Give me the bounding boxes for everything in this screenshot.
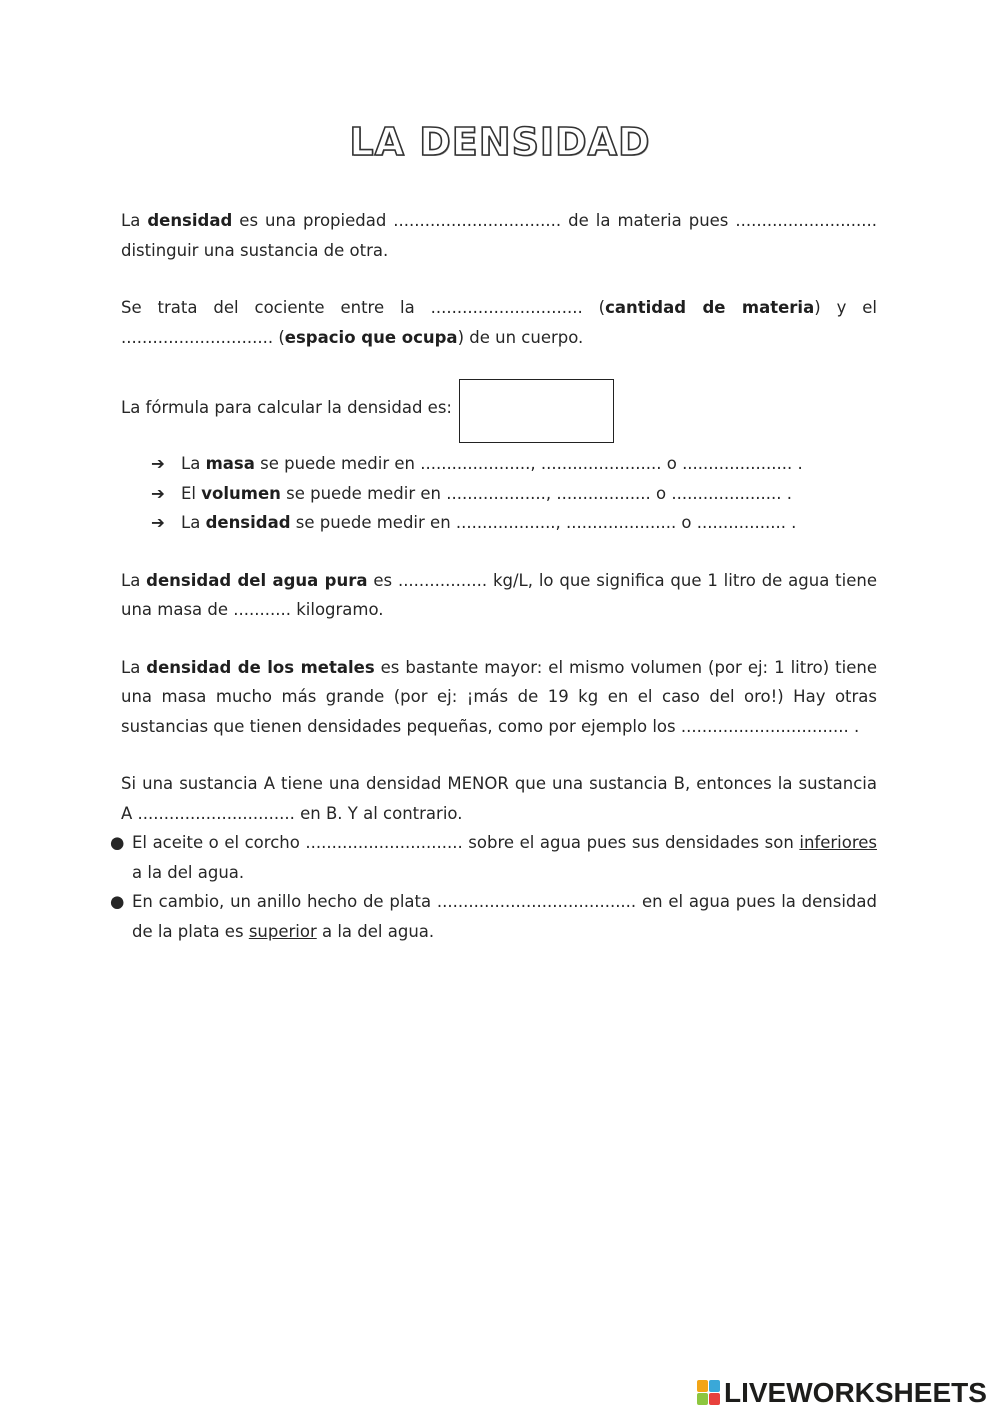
paragraph-metals-density	[121, 653, 877, 742]
examples-list	[110, 828, 877, 946]
text: La	[181, 513, 206, 532]
liveworksheets-logo-icon	[697, 1380, 721, 1406]
paragraph-definition	[121, 206, 877, 265]
paragraph-water-density	[121, 566, 877, 625]
text-with-blanks[interactable]: es bastante mayor: el mismo volumen (por ej: 1 litro) tiene una masa mucho más grande (por ej: ¡más de 19 kg en el caso del oro!) Hay otras sustancias que tienen densidades pequeñas, como por ejemplo los ................................ .	[121, 657, 877, 736]
underlined-term: superior	[248, 921, 317, 941]
text-with-blanks[interactable]: se puede medir en ....................., ....................... o ..................... .	[254, 454, 803, 473]
text: ) de un cuerpo.	[457, 327, 584, 347]
bold-term: densidad	[147, 211, 233, 230]
liveworksheets-logo[interactable]	[697, 1378, 987, 1408]
text: La	[121, 570, 147, 590]
bold-term: masa	[205, 454, 255, 473]
list-item	[110, 887, 877, 946]
logo-square	[697, 1380, 708, 1392]
logo-square	[709, 1380, 720, 1392]
page-title: LA DENSIDAD	[349, 120, 651, 164]
text-with-blanks[interactable]: es ................. kg/L, lo que significa que 1 litro de agua tiene una masa de ........... kilogramo.	[121, 570, 877, 619]
paragraph-quotient	[121, 293, 877, 352]
bullet-icon: ●	[110, 892, 125, 911]
list-item	[121, 508, 877, 538]
text-with-blanks[interactable]: Se trata del cociente entre la ............................. (	[121, 298, 606, 317]
text: a la del agua.	[132, 862, 245, 882]
bold-term: densidad de los metales	[146, 657, 375, 677]
text-with-blanks[interactable]: se puede medir en ..................., ..................... o ................. .	[290, 513, 797, 532]
arrow-icon: ➔	[151, 513, 165, 532]
units-list	[121, 449, 877, 538]
logo-text: LIVEWORKSHEETS	[724, 1377, 987, 1408]
formula-answer-box[interactable]	[459, 379, 614, 443]
list-item	[121, 479, 877, 509]
text-with-blanks[interactable]: En cambio, un anillo hecho de plata ...................................... en el agua pues la densidad de la plata es	[132, 892, 877, 941]
logo-square	[709, 1393, 720, 1405]
list-item	[110, 828, 877, 887]
worksheet-body	[110, 206, 877, 946]
text: La	[121, 211, 148, 230]
underlined-term: inferiores	[799, 833, 877, 852]
bullet-icon: ●	[110, 833, 125, 852]
bold-term: densidad del agua pura	[146, 570, 368, 590]
logo-square	[697, 1393, 708, 1405]
bold-term: volumen	[201, 483, 281, 503]
text: El	[181, 483, 202, 503]
bold-term: densidad	[205, 513, 291, 532]
text-with-blanks[interactable]: se puede medir en ..................., .................. o ..................... .	[280, 483, 793, 503]
list-item	[121, 449, 877, 479]
text-with-blanks[interactable]: ) y el ............................. (	[121, 298, 877, 347]
text: La	[121, 657, 147, 677]
paragraph-comparison[interactable]: Si una sustancia A tiene una densidad MENOR que una sustancia B, entonces la sustancia A .............................. en B. Y al contrario.	[121, 774, 877, 823]
formula-label: La fórmula para calcular la densidad es:	[121, 398, 452, 417]
text-with-blanks[interactable]: El aceite o el corcho .............................. sobre el agua pues sus densidades son	[132, 833, 800, 852]
arrow-icon: ➔	[151, 483, 165, 503]
text: a la del agua.	[316, 921, 435, 941]
formula-row	[121, 379, 877, 439]
text-with-blanks[interactable]: es una propiedad ................................ de la materia pues ........................... distinguir una sustancia de otra.	[121, 211, 877, 260]
text: La	[181, 454, 206, 473]
bold-term: espacio que ocupa	[284, 327, 458, 347]
arrow-icon: ➔	[151, 454, 165, 473]
bold-term: cantidad de materia	[605, 298, 815, 317]
